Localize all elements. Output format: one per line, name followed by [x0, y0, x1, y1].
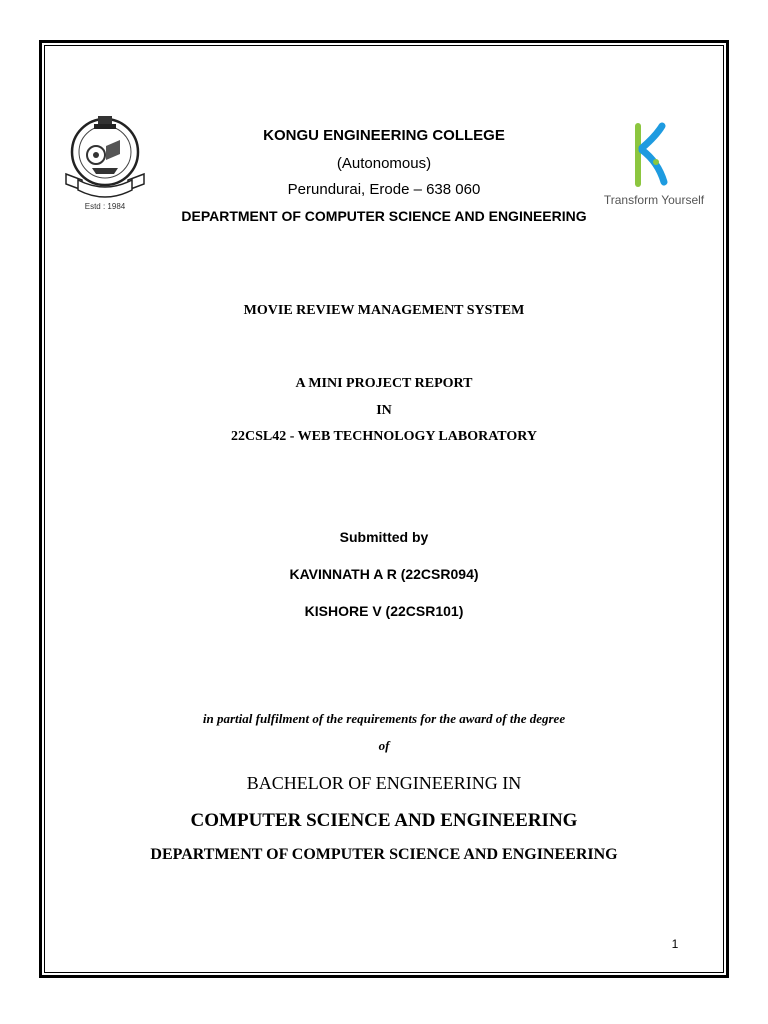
- page-number: 1: [671, 937, 679, 951]
- college-address: Perundurai, Erode – 638 060: [287, 181, 481, 198]
- degree-branch: COMPUTER SCIENCE AND ENGINEERING: [190, 810, 578, 831]
- student-2: KISHORE V (22CSR101): [304, 603, 464, 619]
- degree-department: DEPARTMENT OF COMPUTER SCIENCE AND ENGINEERING: [150, 846, 618, 863]
- course-name: 22CSL42 - WEB TECHNOLOGY LABORATORY: [230, 429, 537, 444]
- college-status: (Autonomous): [336, 155, 432, 172]
- partial-fulfilment-line: in partial fulfilment of the requirements for the award of the degree: [202, 711, 566, 726]
- brand-tagline: Transform Yourself: [603, 193, 705, 207]
- report-type: A MINI PROJECT REPORT: [295, 376, 473, 391]
- of-word: of: [378, 738, 390, 753]
- college-name: KONGU ENGINEERING COLLEGE: [263, 127, 505, 144]
- project-title: MOVIE REVIEW MANAGEMENT SYSTEM: [243, 303, 525, 318]
- submitted-by-label: Submitted by: [339, 529, 429, 545]
- report-in: IN: [376, 403, 392, 418]
- header-department: DEPARTMENT OF COMPUTER SCIENCE AND ENGINEERING: [181, 208, 587, 224]
- emblem-estd-text: Estd : 1984: [84, 202, 126, 211]
- degree-name: BACHELOR OF ENGINEERING IN: [246, 773, 522, 793]
- student-1: KAVINNATH A R (22CSR094): [289, 566, 479, 582]
